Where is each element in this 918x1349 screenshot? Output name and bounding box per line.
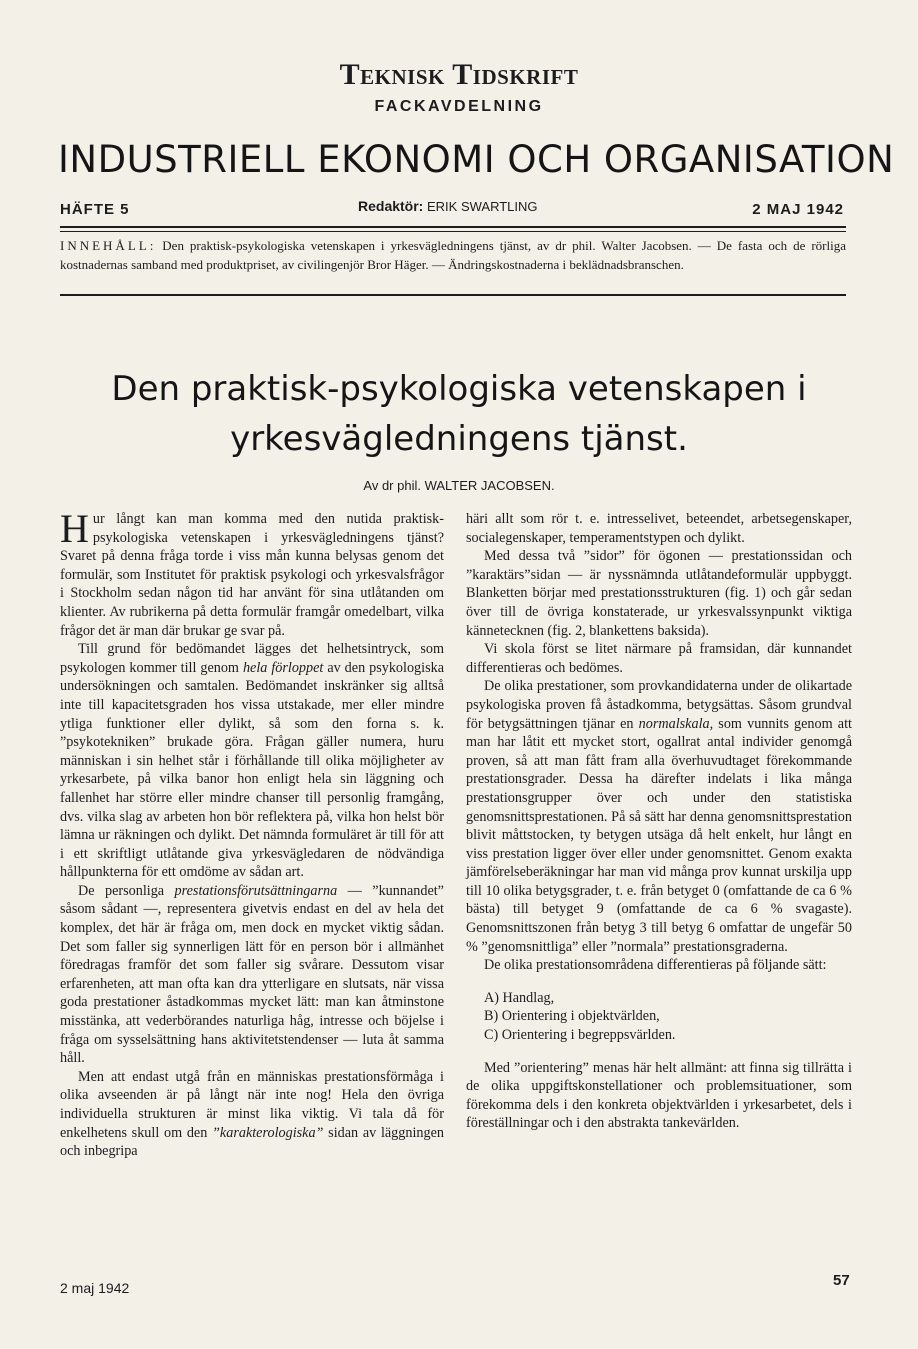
masthead — [0, 58, 918, 116]
paragraph: Med dessa två ”sidor” för ögonen — prestationssidan och ”karaktärs”sidan — är nyssnämnda utlåtandeformulär uppbyggt. Blanketten börjar med prestationsstrukturen (fig. 1) och går sedan över till de övriga konstaterade, ur yrkesvalssynpunkt viktiga kännetecknen (fig. 2, blankettens baksida). — [466, 548, 852, 639]
issue-date: 2 MAJ 1942 — [752, 201, 844, 218]
journal-subtitle: FACKAVDELNING — [374, 98, 544, 115]
editor — [358, 198, 538, 214]
emphasis: hela förloppet — [242, 659, 324, 676]
article-title — [40, 364, 878, 464]
contents-text: Den praktisk-psykologiska vetenskapen i yrkesvägledningens tjänst, av dr phil. Walter Jacobsen. — De fasta och de rörliga kostnadernas samband med produktpriset, av civilingenjör Bror Häger. — Ändringskostnaderna i beklädnadsbranschen. — [60, 238, 846, 272]
paragraph-text: — ”kunnandet” såsom sådant —, representera givetvis endast en del av hela det komplex, det här är fråga om, men dock en mycket viktig sådan. Det som faller sig synnerligen lätt för en person bör i allmänhet föredragas framför det som faller sig svårare. Dessutom visar erfarenheten, att man ofta kan dra ytterligare en slutsats, när vissa goda prestationer åstadkommas mycket lätt: man kan åtminstone misstänka, att vederbörandes naturliga håg, intresse och böjelse i fråga om sysselsättning hans aktivitetstendenser — luta åt samma håll. — [60, 882, 444, 1067]
article-title-line-2: yrkesvägledningens tjänst. — [230, 419, 688, 459]
paragraph — [60, 882, 444, 1068]
right-column — [466, 510, 852, 1133]
paragraph-text: sidan av läggningen och inbegripa — [60, 1124, 444, 1160]
editor-name: ERIK SWARTLING — [426, 199, 538, 214]
rule-bottom — [60, 294, 846, 296]
rule-top — [60, 226, 846, 228]
byline: Av dr phil. WALTER JACOBSEN. — [363, 478, 555, 493]
performance-area-list — [484, 989, 852, 1045]
page-number: 57 — [833, 1272, 850, 1289]
paragraph-text: De personliga — [78, 882, 175, 899]
emphasis: ”karakterologiska” — [212, 1124, 324, 1141]
paragraph — [466, 677, 852, 956]
paragraph: Med ”orientering” menas här helt allmänt: att finna sig tillrätta i de olika uppgiftskonstellationer och problemsituationer, som förekomma dels i den konkreta objektvärlden i yrkesarbetet, dels i föreställningar och i den abstrakta tankevärlden. — [466, 1059, 852, 1132]
paragraph-text: De olika prestationer, som provkandidaterna under de olikartade psykologiska proven få åstadkomma, betygsättas. Såsom grundval för betygsättningen tjänar en — [466, 678, 852, 732]
emphasis: prestationsförutsättningarna — [174, 882, 338, 899]
footer-date: 2 maj 1942 — [60, 1280, 130, 1296]
issue-line — [60, 198, 844, 220]
section-title: INDUSTRIELL EKONOMI OCH ORGANISATION — [58, 138, 895, 181]
emphasis: normalskala, — [638, 715, 714, 732]
paragraph: De olika prestationsområdena differentieras på följande sätt: — [484, 957, 827, 974]
paragraph: Vi skola först se litet närmare på framsidan, där kunnandet differentieras och bedömes. — [466, 641, 852, 676]
journal-title: Teknisk Tidskrift — [339, 58, 579, 91]
paragraph-text: av den psykologiska undersökningen och samtalen. Bedömandet inskränker sig alltså inte till kapacitetsgraden hos vissa utstakade, mer eller mindre ytliga funktioner eller dylikt, så som den forna s. k. ”psykotekniken” brukade göra. Frågan gäller numera, huru människan i sin helhet står i förhållande till olika möjligheter av yrkesarbete, på vilka banor hon enligt hela sin läggning och fallenhet har större eller mindre chanser till personlig framgång, dvs. vilka slag av arbeten hon bör reflektera på, vilka hon helst bör lämna ur räkningen och dylikt. Det nämnda formuläret är till för att i ett skriftligt utlåtande giva yrkesvägledaren de nödvändiga hållpunkterna för ett omdöme av sådan art. — [60, 659, 445, 881]
paragraph-text: ur långt kan man komma med den nutida praktisk-psykologiska vetenskapen i yrkesvägledningens tjänst? Svaret på denna fråga torde i viss mån kunna belysas genom det formulär, som Institutet för praktisk psykologi och yrkesvalsfrågor i Stockholm sedan någon tid har använt för sina utlåtanden om klienter. Av rubrikerna på detta formulär framgår omedelbart, vilka frågor det är man där brukar ge svar på. — [60, 511, 444, 639]
paragraph — [60, 506, 444, 640]
paragraph-text: Till grund för bedömandet lägges det helhetsintryck, som psykologen kommer till genom — [60, 641, 444, 676]
left-column — [60, 506, 445, 1161]
issue-number: HÄFTE 5 — [60, 201, 130, 218]
paragraph: häri allt som rör t. e. intresselivet, beteendet, arbetsegenskaper, socialegenskaper, temperamentstypen och dylikt. — [466, 511, 852, 546]
list-item: B) Orientering i objektvärlden, — [484, 1008, 660, 1025]
contents-label: INNEHÅLL: — [60, 238, 157, 253]
paragraph — [60, 640, 444, 882]
list-item: A) Handlag, — [484, 989, 555, 1006]
list-item: C) Orientering i begreppsvärlden. — [484, 1027, 676, 1044]
paragraph-text: som vunnits genom att man har låtit ett mycket stort, ogallrat antal individer genomgå proven, så att man fått fram alla överhuvudtaget förekommande prestationsgrader. Dessa ha därefter indelats i lika många prestationsgrupper över och under den statistiska genomsnittsprestationen. På så sätt har denna genomsnittsprestation blivit måttstocken, ty betygen utsäga då helt enkelt, hur långt en viss prestation ligger över eller under genomsnittet. Genom exakta jämförelseberäkningar har man vid många prov kunnat urskilja upp till 10 olika betygsgrader, t. e. från betyget 0 (omfattande de ca 6 % bästa) till betyget 9 (omfattande de ca 6 % svagaste). Genomsnittszonen från betyg 3 till betyg 6 omfattar de ungefär 50 % ”genomsnittliga” eller ”normala” prestationsgraderna. — [466, 715, 852, 955]
paragraph — [60, 1068, 444, 1161]
paragraph-text: Men att endast utgå från en människas prestationsförmåga i olika avseenden är på långt när inte nog! Hela den övriga individuella strukturen är minst lika viktig. Vi tala då för enkelhetens skull om den — [60, 1068, 444, 1141]
article-title-line-1: Den praktisk-psykologiska vetenskapen i — [111, 369, 807, 409]
table-of-contents — [60, 236, 846, 274]
drop-cap: H — [60, 506, 89, 551]
rule-top-thin — [60, 231, 846, 232]
editor-label: Redaktör: — [358, 198, 424, 214]
